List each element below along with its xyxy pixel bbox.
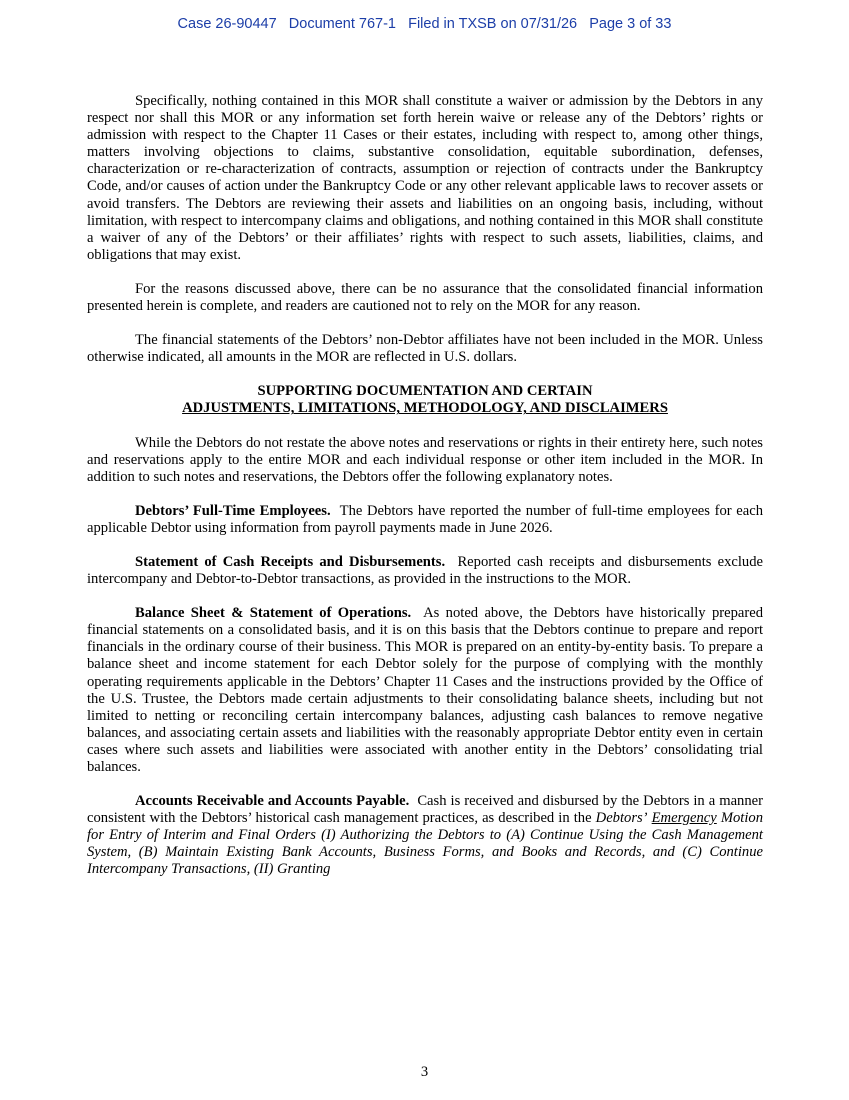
- cash-receipts-title: Statement of Cash Receipts and Disbursements.: [135, 553, 446, 570]
- section-heading: [87, 383, 763, 417]
- motion-title-rest: Motion for Entry of Interim and Final Orders (I) Authorizing the Debtors to (A) Continue Using the Cash Management System, (B) Maintain Existing Bank Accounts, Business Forms, and Books and Records, and (C) Continue Intercompany Transactions, (II) Granting: [87, 810, 764, 878]
- document-number: Document 767-1: [288, 16, 396, 32]
- paragraph-balance-sheet: [87, 605, 763, 776]
- paragraph-no-assurance: For the reasons discussed above, there can be no assurance that the consolidated financial information presented herein is complete, and readers are cautioned not to rely on the MOR for any reason.: [87, 280, 763, 315]
- paragraph-reservations: Specifically, nothing contained in this MOR shall constitute a waiver or admission by the Debtors in any respect nor shall this MOR or any information set forth herein waive or release any of the Debtors’ rights or admission with respect to the Chapter 11 Cases or their estates, including with respect to, among other things, matters involving objections to claims, substantive consolidation, equitable subordination, defenses, characterization or re-characterization of contracts, assumption or rejection of contracts under the Bankruptcy Code, and/or causes of action under the Bankruptcy Code or any other relevant applicable laws to recover assets or avoid transfers. The Debtors are reviewing their assets and liabilities on an ongoing basis, including, without limitation, with respect to intercompany claims and obligations, and nothing contained in this MOR shall constitute a waiver of any of the Debtors’ or their affiliates’ rights with respect to such assets, liabilities, claims, and obligations that may exist.: [87, 93, 763, 263]
- paragraph-full-time-employees: [87, 503, 763, 537]
- case-number: Case 26-90447: [177, 16, 277, 32]
- paragraph-cash-receipts: [87, 554, 763, 588]
- page-info: Page 3 of 33: [589, 16, 672, 32]
- full-time-employees-title: Debtors’ Full-Time Employees.: [135, 502, 331, 519]
- accounts-receivable-body: Cash is received and disbursed by the Debtors in a manner consistent with the Debtors’ historical cash management practices, as described in the: [87, 793, 763, 827]
- page-number: 3: [420, 1064, 429, 1080]
- accounts-receivable-title: Accounts Receivable and Accounts Payable.: [135, 793, 410, 810]
- section-heading-line2: ADJUSTMENTS, LIMITATIONS, METHODOLOGY, AND DISCLAIMERS: [182, 400, 668, 417]
- balance-sheet-title: Balance Sheet & Statement of Operations.: [135, 605, 412, 622]
- paragraph-accounts-receivable: [87, 793, 763, 878]
- full-time-employees-body: The Debtors have reported the number of full-time employees for each applicable Debtor using information from payroll payments made in June 2026.: [87, 502, 763, 536]
- court-filing-header: [0, 16, 849, 32]
- filed-info: Filed in TXSB on 07/31/26: [408, 16, 578, 32]
- paragraph-non-debtor-affiliates: The financial statements of the Debtors’ non-Debtor affiliates have not been included in the MOR. Unless otherwise indicated, all amounts in the MOR are reflected in U.S. dollars.: [87, 332, 763, 366]
- motion-title-emergency: Emergency: [651, 810, 717, 827]
- section-heading-line1: SUPPORTING DOCUMENTATION AND CERTAIN: [257, 383, 593, 400]
- document-body: [87, 93, 763, 896]
- motion-title-start: Debtors’: [595, 810, 648, 827]
- paragraph-explanatory-notes: While the Debtors do not restate the above notes and reservations or rights in their entirety here, such notes and reservations apply to the entire MOR and each individual response or other item included in the MOR. In addition to such notes and reservations, the Debtors offer the following explanatory notes.: [87, 434, 763, 485]
- balance-sheet-body: As noted above, the Debtors have historically prepared financial statements on a consolidated basis, and it is on this basis that the Debtors continue to prepare and report financials in the ordinary course of their business. This MOR is prepared on an entity-by-entity basis. To prepare a balance sheet and income statement for each Debtor solely for the purpose of complying with the monthly operating requirements applicable in the Debtors’ Chapter 11 Cases and the instructions provided by the Office of the U.S. Trustee, the Debtors made certain adjustments to their consolidating balance sheets, including but not limited to netting or reconciling certain intercompany balances, adjusting cash balances to remove negative balances, and associating certain assets and liabilities with the reasonably appropriate Debtor entity even in certain cases where such assets and liabilities were associated with another entity in the Debtors’ consolidating trial balances.: [87, 605, 763, 775]
- cash-receipts-body: Reported cash receipts and disbursements exclude intercompany and Debtor-to-Debtor transactions, as provided in the instructions to the MOR.: [87, 553, 763, 588]
